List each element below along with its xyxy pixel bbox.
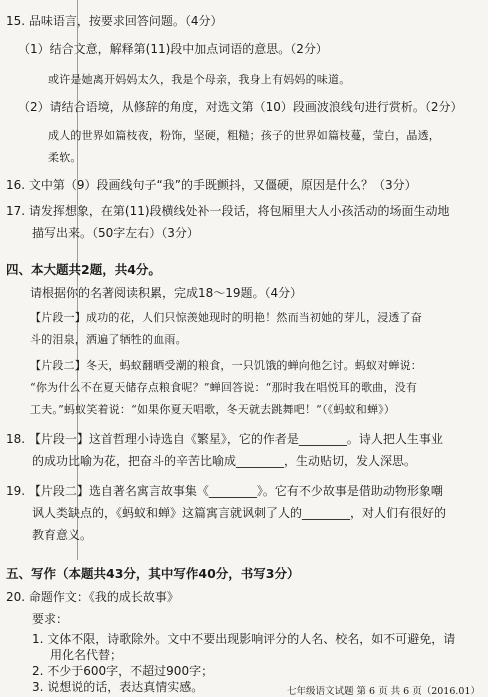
q20-req-1b: 用化名代替； [50, 648, 123, 662]
fragment-2-c: 工夫。”蚂蚁笑着说：“如果你夏天唱歌，冬天就去跳舞吧！”（《蚂蚁和蝉》） [30, 403, 396, 416]
q20-requirements: 要求： [32, 612, 69, 626]
q18-b: 的成功比喻为花，把奋斗的辛苦比喻成________，生动贴切，发人深思。 [32, 454, 417, 468]
page-footer: 七年级语文试题 第 6 页 共 6 页（2016.01） [287, 686, 480, 697]
q19-a: 19. 【片段二】选自著名寓言故事集《________》。它有不少故事是借助动物形象嘲 [6, 484, 443, 498]
q15-1: （1）结合文意，解释第(11)段中加点词语的意思。（2分） [18, 42, 328, 56]
q20-req-3: 3. 说想说的话，表达真情实感。 [32, 680, 204, 694]
section-4-intro: 请根据你的名著阅读积累，完成18～19题。（4分） [30, 286, 303, 300]
q20-title: 20. 命题作文：《我的成长故事》 [6, 590, 179, 604]
q17-b: 描写出来。（50字左右）（3分） [32, 226, 199, 240]
section-4-title: 四、本大题共2题，共4分。 [6, 262, 161, 277]
q15-2-quote-b: 柔软。 [48, 151, 82, 164]
q19-b: 讽人类缺点的，《蚂蚁和蝉》这篇寓言就讽刺了人的________，对人们有很好的 [32, 506, 447, 520]
q15-1-quote: 或许是她离开妈妈太久，我是个母亲，我身上有妈妈的味道。 [48, 73, 351, 86]
q20-req-1a: 1. 文体不限，诗歌除外。文中不要出现影响评分的人名、校名，如不可避免，请 [32, 632, 456, 646]
section-5-title: 五、写作（本题共43分，其中写作40分，书写3分） [6, 566, 300, 581]
q17-a: 17. 请发挥想象，在第(11)段横线处补一段话，将包厢里大人小孩活动的场面生动地 [6, 204, 450, 218]
fragment-2-a: 【片段二】冬天，蚂蚁翻晒受潮的粮食，一只饥饿的蝉向他乞讨。蚂蚁对蝉说： [30, 359, 422, 372]
q18-a: 18. 【片段一】这首哲理小诗选自《繁星》，它的作者是________。诗人把人生事业 [6, 432, 443, 446]
q19-c: 教育意义。 [32, 528, 93, 542]
fragment-1-b: 斗的泪泉，洒遍了牺牲的血雨。 [30, 333, 187, 346]
q20-req-2: 2. 不少于600字，不超过900字； [32, 664, 214, 678]
fragment-1-a: 【片段一】成功的花，人们只惊羡她现时的明艳！然而当初她的芽儿，浸透了奋 [30, 311, 422, 324]
q15-title: 15. 品味语言，按要求回答问题。（4分） [6, 14, 223, 28]
q15-2: （2）请结合语境，从修辞的角度，对选文第（10）段画波浪线句进行赏析。（2分） [18, 100, 463, 114]
fragment-2-b: “你为什么不在夏天储存点粮食呢？”蝉回答说：“那时我在唱悦耳的歌曲，没有 [30, 381, 418, 394]
q15-2-quote-a: 成人的世界如篇枝夜，粉饰，坚硬，粗糙；孩子的世界如篇枝蔓，莹白，晶透， [48, 129, 440, 142]
q16: 16. 文中第（9）段画线句子“我”的手既颤抖，又僵硬，原因是什么？（3分） [6, 178, 417, 192]
